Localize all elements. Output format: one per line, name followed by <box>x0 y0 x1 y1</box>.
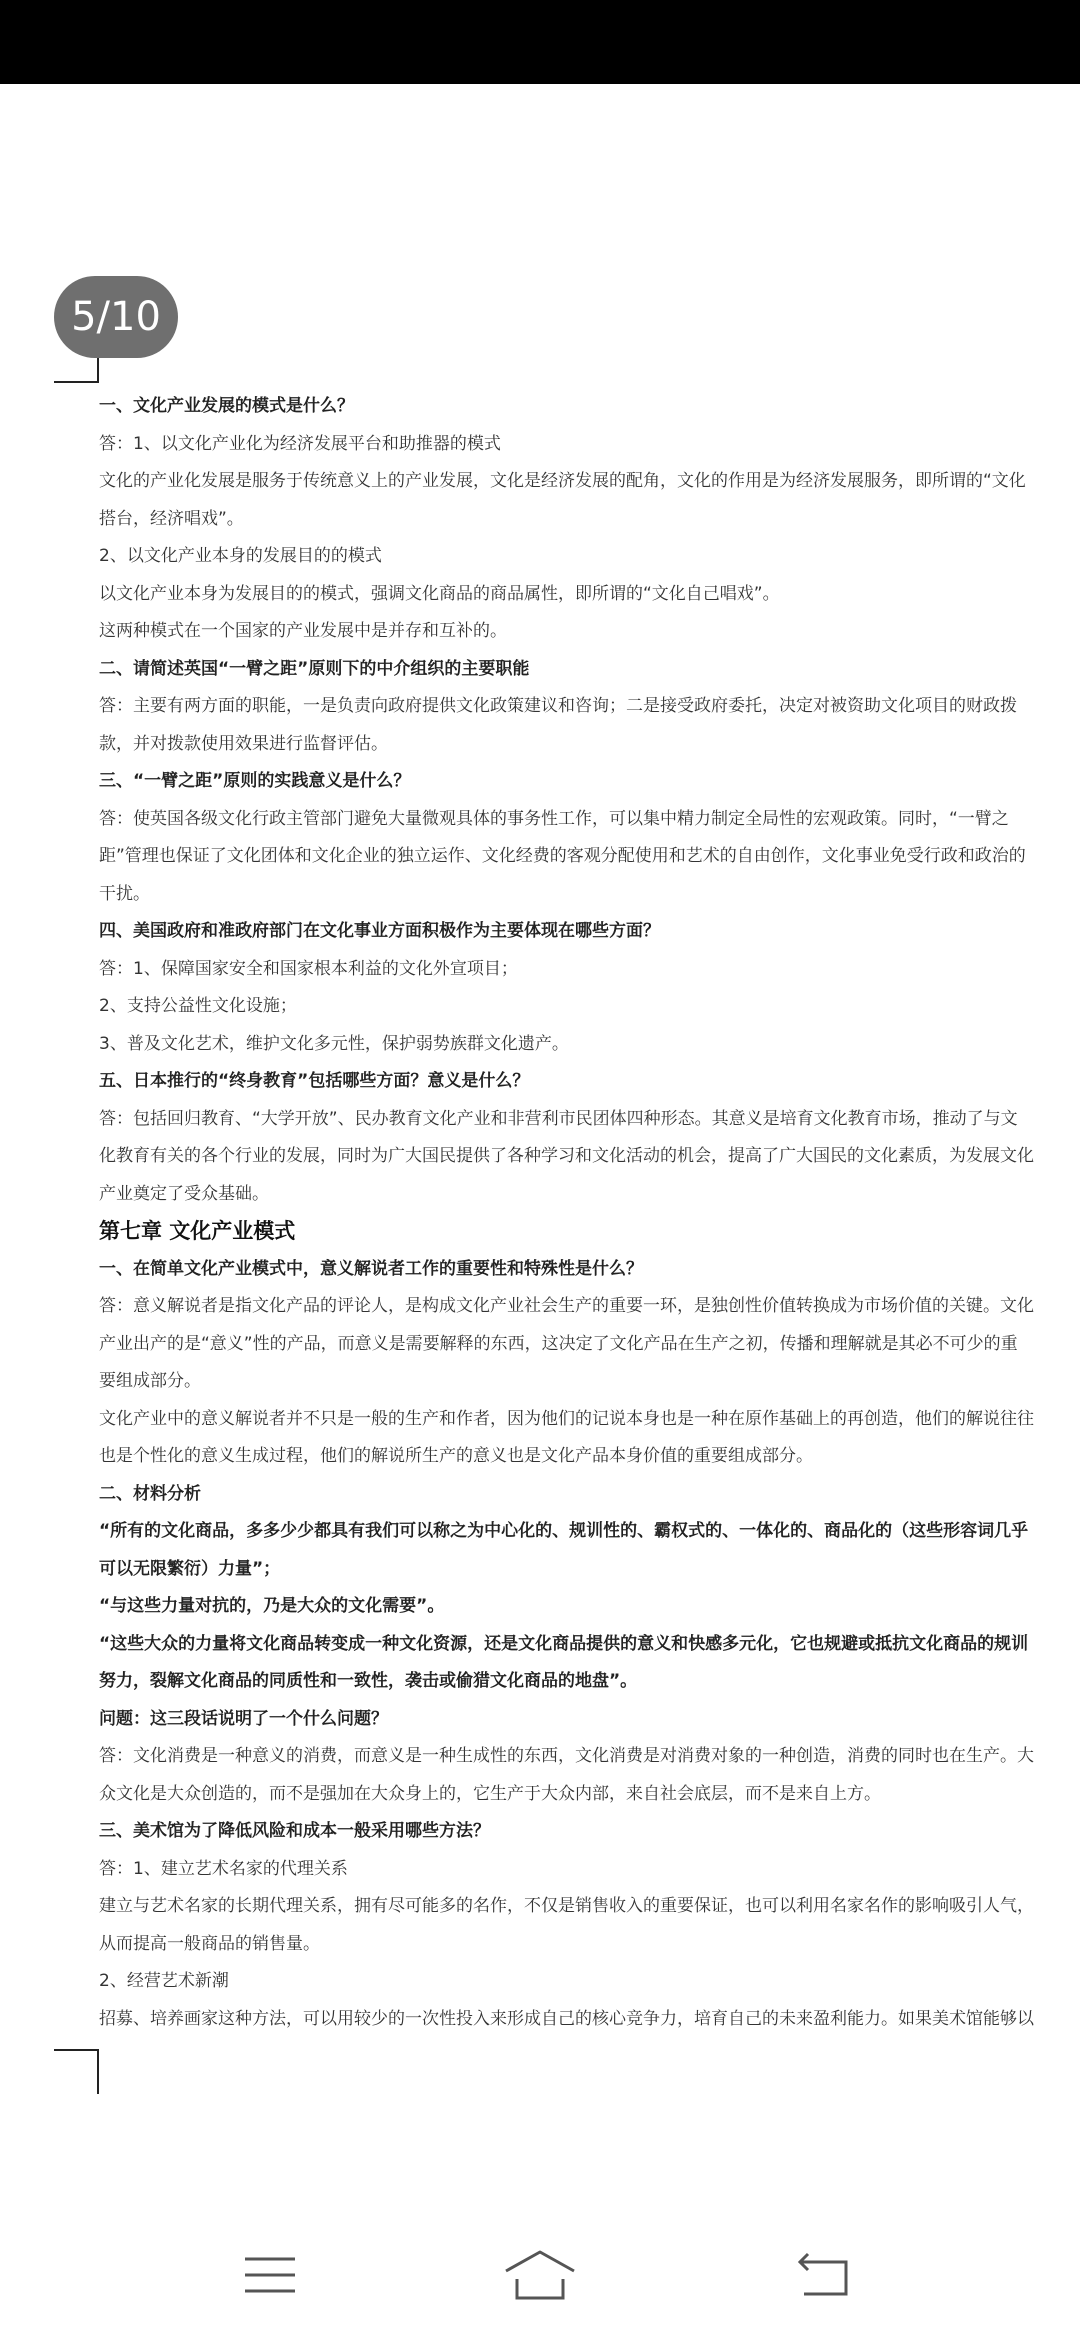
text-line: 答：1、建立艺术名家的代理关系 <box>99 1858 348 1879</box>
question-line: 一、文化产业发展的模式是什么？ <box>99 396 354 416</box>
text-line: 2、经营艺术新潮 <box>99 1971 229 1991</box>
text-line: 答：1、以文化产业化为经济发展平台和助推器的模式 <box>99 433 501 454</box>
text-line: 也是个性化的意义生成过程，他们的解说所生产的意义也是文化产品本身价值的重要组成部分。 <box>99 1446 813 1466</box>
question-line: 三、“一臂之距”原则的实践意义是什么？ <box>99 771 411 791</box>
text-line: 建立与艺术名家的长期代理关系，拥有尽可能多的名作，不仅是销售收入的重要保证，也可以利用名家名作的影响吸引人气， <box>99 1896 1034 1916</box>
text-line: 搭台，经济唱戏”。 <box>99 508 244 529</box>
text-line: 答：文化消费是一种意义的消费，而意义是一种生成性的东西，文化消费是对消费对象的一种创造，消费的同时也在生产。大 <box>99 1746 1034 1766</box>
text-line: 答：意义解说者是指文化产品的评论人，是构成文化产业社会生产的重要一环，是独创性价值转换成为市场价值的关键。文化 <box>99 1296 1034 1316</box>
text-line: 产业奠定了受众基础。 <box>99 1183 269 1204</box>
question-line: 二、材料分析 <box>99 1483 201 1504</box>
text-line: 文化的产业化发展是服务于传统意义上的产业发展，文化是经济发展的配角，文化的作用是为经济发展服务，即所谓的“文化 <box>99 471 1026 491</box>
question-line: “这些大众的力量将文化商品转变成一种文化资源，还是文化商品提供的意义和快感多元化，它也规避或抵抗文化商品的规训 <box>99 1633 1029 1654</box>
home-button[interactable] <box>495 2240 585 2310</box>
question-line: 三、美术馆为了降低风险和成本一般采用哪些方法？ <box>99 1821 490 1841</box>
back-button[interactable] <box>780 2240 870 2310</box>
crop-mark-bottom-h <box>54 2049 99 2051</box>
menu-button[interactable] <box>225 2240 315 2310</box>
text-line: 2、以文化产业本身的发展目的的模式 <box>99 546 382 566</box>
question-line: “所有的文化商品，多多少少都具有我们可以称之为中心化的、规训性的、霸权式的、一体化的、商品化的（这些形容词几乎 <box>99 1521 1029 1541</box>
question-line: 二、请简述英国“一臂之距”原则下的中介组织的主要职能 <box>99 658 530 679</box>
chapter-title: 第七章 文化产业模式 <box>99 1219 296 1243</box>
question-line: “与这些力量对抗的，乃是大众的文化需要”。 <box>99 1596 445 1616</box>
text-line: 答：包括回归教育、“大学开放”、民办教育文化产业和非营利市民团体四种形态。其意义是培育文化教育市场，推动了与文 <box>99 1108 1018 1129</box>
page-indicator: 5/10 <box>54 276 178 358</box>
text-line: 答：使英国各级文化行政主管部门避免大量微观具体的事务性工作，可以集中精力制定全局性的宏观政策。同时，“一臂之 <box>99 808 1009 829</box>
text-line: 距”管理也保证了文化团体和文化企业的独立运作、文化经费的客观分配使用和艺术的自由创作，文化事业免受行政和政治的 <box>99 846 1026 866</box>
question-line: 努力，裂解文化商品的同质性和一致性，袭击或偷猎文化商品的地盘”。 <box>99 1671 638 1691</box>
text-line: 要组成部分。 <box>99 1371 201 1391</box>
text-line: 答：主要有两方面的职能，一是负责向政府提供文化政策建议和咨询；二是接受政府委托，决定对被资助文化项目的财政拨 <box>99 696 1017 716</box>
text-line: 以文化产业本身为发展目的的模式，强调文化商品的商品属性，即所谓的“文化自己唱戏”。 <box>99 583 780 604</box>
question-line: 一、在简单文化产业模式中，意义解说者工作的重要性和特殊性是什么？ <box>99 1258 643 1279</box>
crop-mark-top-h <box>54 381 99 383</box>
text-line: 3、普及文化艺术，维护文化多元性，保护弱势族群文化遗产。 <box>99 1033 569 1054</box>
navigation-bar <box>0 2220 1080 2340</box>
text-line: 众文化是大众创造的，而不是强加在大众身上的，它生产于大众内部，来自社会底层，而不是来自上方。 <box>99 1783 881 1804</box>
question-line: 五、日本推行的“终身教育”包括哪些方面？意义是什么？ <box>99 1071 530 1091</box>
text-line: 文化产业中的意义解说者并不只是一般的生产和作者，因为他们的记说本身也是一种在原作基础上的再创造，他们的解说往往 <box>99 1408 1034 1429</box>
menu-icon <box>243 2253 297 2297</box>
text-line: 款，并对拨款使用效果进行监督评估。 <box>99 733 388 754</box>
status-bar <box>0 0 1080 84</box>
document-page <box>99 388 1080 2038</box>
text-line: 干扰。 <box>99 883 150 904</box>
text-line: 2、支持公益性文化设施； <box>99 996 297 1016</box>
question-line: 四、美国政府和准政府部门在文化事业方面积极作为主要体现在哪些方面？ <box>99 921 660 941</box>
home-icon <box>503 2249 577 2301</box>
question-line: 可以无限繁衍）力量”； <box>99 1558 281 1579</box>
back-icon <box>796 2252 854 2298</box>
question-line: 问题：这三段话说明了一个什么问题？ <box>99 1708 388 1729</box>
text-line: 产业出产的是“意义”性的产品，而意义是需要解释的东西，这决定了文化产品在生产之初，传播和理解就是其必不可少的重 <box>99 1333 1018 1354</box>
text-line: 答：1、保障国家安全和国家根本利益的文化外宣项目； <box>99 958 518 979</box>
text-line: 从而提高一般商品的销售量。 <box>99 1933 320 1954</box>
crop-mark-bottom-v <box>97 2049 99 2094</box>
text-line: 招募、培养画家这种方法，可以用较少的一次性投入来形成自己的核心竞争力，培育自己的未来盈利能力。如果美术馆能够以 <box>99 2008 1034 2029</box>
text-line: 这两种模式在一个国家的产业发展中是并存和互补的。 <box>99 621 507 641</box>
text-line: 化教育有关的各个行业的发展，同时为广大国民提供了各种学习和文化活动的机会，提高了广大国民的文化素质，为发展文化 <box>99 1146 1034 1166</box>
